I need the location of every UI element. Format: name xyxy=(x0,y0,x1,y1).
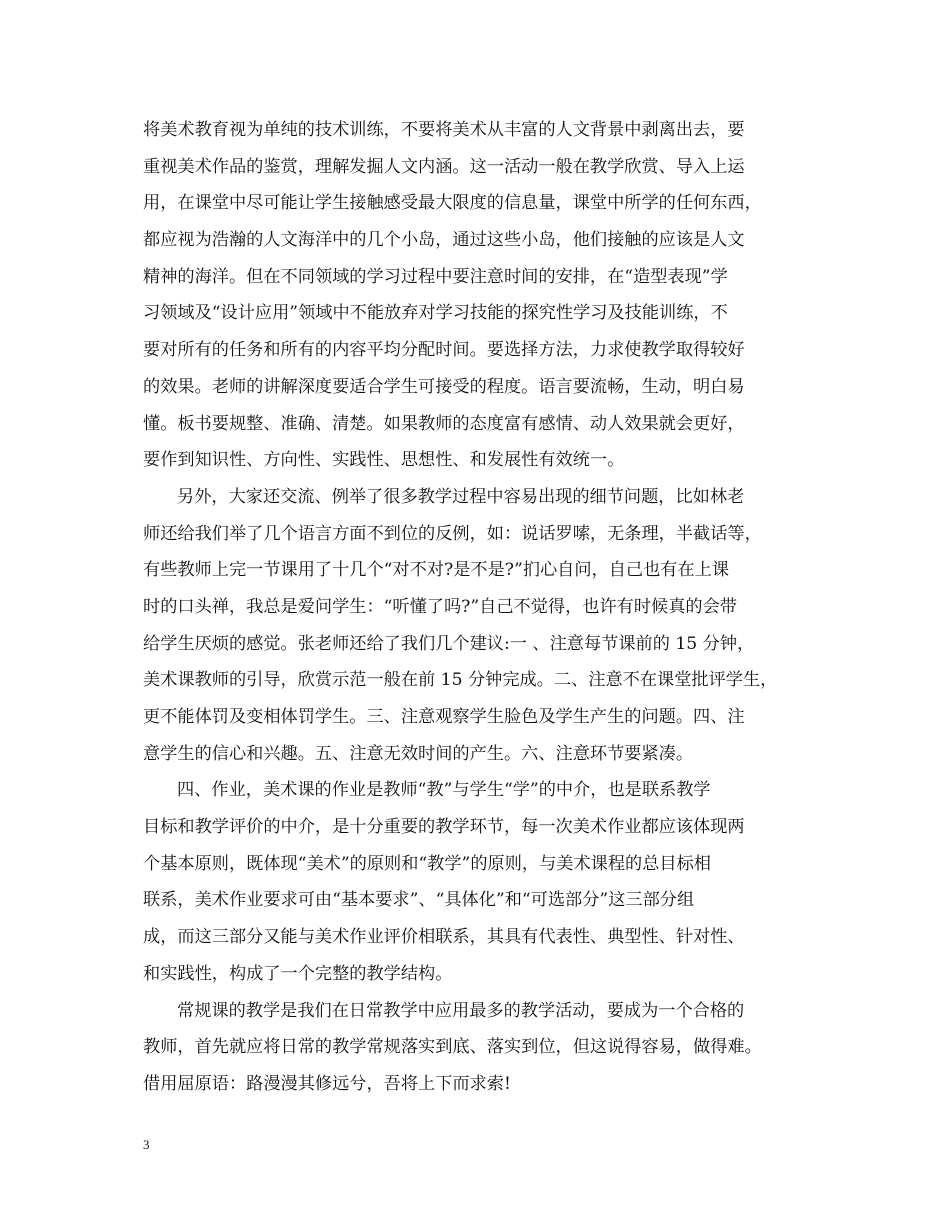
paragraph xyxy=(143,479,813,773)
text-line: 美术课教师的引导，欣赏示范一般在前 15 分钟完成。二、注意不在课堂批评学生， xyxy=(143,670,778,691)
page-number: 3 xyxy=(143,1137,150,1152)
text-line: 将美术教育视为单纯的技术训练，不要将美术从丰富的人文背景中剥离出去，要 xyxy=(143,120,745,140)
text-line: 教师，首先就应将日常的教学常规落实到底、落实到位，但这说得容易，做得难。 xyxy=(143,1037,762,1058)
text-line: 用，在课堂中尽可能让学生接触感受最大限度的信息量，课堂中所学的任何东西， xyxy=(143,193,762,214)
text-line: 目标和教学评价的中介，是十分重要的教学环节，每一次美术作业都应该体现两 xyxy=(143,817,745,838)
text-line: 常规课的教学是我们在日常教学中应用最多的教学活动，要成为一个合格的 xyxy=(177,1000,745,1021)
text-line: 的效果。老师的讲解深度要适合学生可接受的程度。语言要流畅，生动，明白易 xyxy=(143,376,745,397)
paragraph xyxy=(143,993,813,1103)
text-line: 成，而这三部分又能与美术作业评价相联系，其具有代表性、典型性、针对性、 xyxy=(143,927,745,948)
paragraph xyxy=(143,772,813,992)
paragraph xyxy=(143,112,813,479)
text-line: 精神的海洋。但在不同领域的学习过程中要注意时间的安排，在“造型表现”学 xyxy=(143,266,728,287)
text-line: 更不能体罚及变相体罚学生。三、注意观察学生脸色及学生产生的问题。四、注 xyxy=(143,707,745,727)
text-line: 有些教师上完一节课用了十几个“对不对?是不是?”扪心自问，自己也有在上课 xyxy=(143,560,730,581)
text-line: 重视美术作品的鉴赏，理解发掘人文内涵。这一活动一般在教学欣赏、导入上运 xyxy=(143,156,745,177)
text-line: 另外，大家还交流、例举了很多教学过程中容易出现的细节问题，比如林老 xyxy=(177,486,745,507)
text-line: 习领域及“设计应用”领域中不能放弃对学习技能的探究性学习及技能训练，不 xyxy=(143,303,728,324)
text-line: 个基本原则，既体现“美术”的原则和“教学”的原则，与美术课程的总目标相 xyxy=(143,853,711,874)
text-line: 都应视为浩瀚的人文海洋中的几个小岛，通过这些小岛，他们接触的应该是人文 xyxy=(143,230,745,251)
text-line: 四、作业，美术课的作业是教师“教”与学生“学”的中介，也是联系教学 xyxy=(177,780,711,801)
document-body xyxy=(143,112,813,1103)
text-line: 懂。板书要规整、准确、清楚。如果教师的态度富有感情、动人效果就会更好， xyxy=(143,413,745,434)
text-line: 借用屈原语：路漫漫其修远兮，吾将上下而求索! xyxy=(143,1073,511,1094)
text-line: 师还给我们举了几个语言方面不到位的反例，如：说话罗嗦，无条理，半截话等， xyxy=(143,523,762,544)
text-line: 联系，美术作业要求可由“基本要求”、“具体化”和“可选部分”这三部分组 xyxy=(143,890,695,911)
text-line: 意学生的信心和兴趣。五、注意无效时间的产生。六、注意环节要紧凑。 xyxy=(143,743,694,764)
text-line: 和实践性，构成了一个完整的教学结构。 xyxy=(143,963,453,984)
text-line: 要作到知识性、方向性、实践性、思想性、和发展性有效统一。 xyxy=(143,450,625,471)
text-line: 时的口头禅，我总是爱问学生：“听懂了吗?”自己不觉得，也许有时候真的会带 xyxy=(143,596,737,617)
text-line: 要对所有的任务和所有的内容平均分配时间。要选择方法，力求使教学取得较好 xyxy=(143,340,745,361)
text-line: 给学生厌烦的感觉。张老师还给了我们几个建议:一 、注意每节课前的 15 分钟， xyxy=(143,633,755,654)
